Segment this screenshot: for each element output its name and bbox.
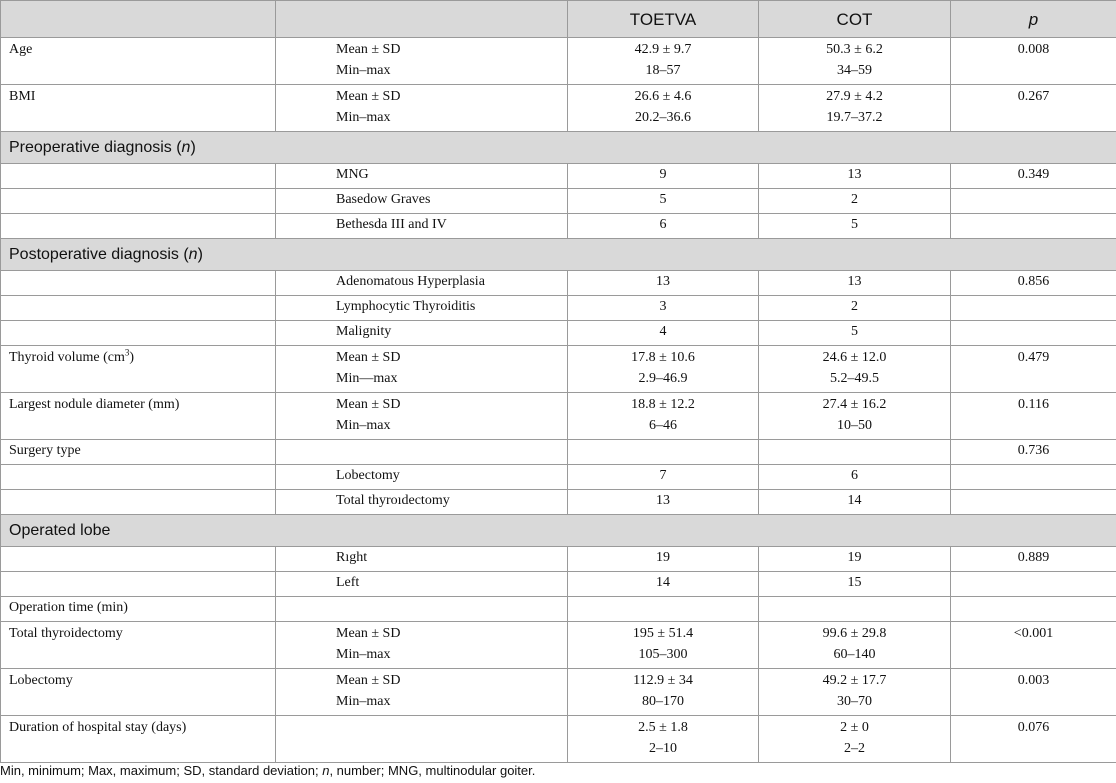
table-row (1, 296, 1116, 321)
row-label-end: ) (129, 350, 135, 365)
p-value (951, 85, 1116, 132)
p-value (951, 296, 1116, 321)
cot-value (759, 189, 951, 214)
toetva-value (568, 440, 759, 465)
table-row (1, 572, 1116, 597)
toetva-value-text: 3 (659, 299, 667, 314)
statistic-line-2: Min–max (336, 63, 391, 78)
row-label (1, 669, 276, 716)
row-statistic (276, 271, 568, 296)
toetva-line-2: 6–46 (649, 418, 677, 433)
statistic-line-2: Min–max (336, 694, 391, 709)
section-italic: n (181, 139, 191, 156)
row-statistic (276, 346, 568, 393)
section-title (1, 515, 1116, 547)
row-statistic-text: Basedow Graves (336, 192, 431, 207)
toetva-value (568, 597, 759, 622)
row-statistic-text: Rıght (336, 550, 368, 565)
row-statistic-text: Lobectomy (336, 468, 400, 483)
toetva-line-2: 2.9–46.9 (638, 371, 688, 386)
toetva-line-1: 18.8 ± 12.2 (631, 397, 695, 412)
cot-line-2: 19.7–37.2 (826, 110, 883, 125)
row-statistic (276, 321, 568, 346)
row-label (1, 547, 276, 572)
row-label (1, 597, 276, 622)
table-row (1, 669, 1116, 716)
cot-value-text: 5 (851, 324, 858, 339)
cot-value (759, 490, 951, 515)
p-value-text: 0.736 (1017, 443, 1050, 458)
toetva-value (568, 164, 759, 189)
p-value (951, 465, 1116, 490)
cot-value (759, 622, 951, 669)
row-label-text: Duration of hospital stay (days) (9, 720, 187, 735)
table-row (1, 465, 1116, 490)
statistic-line-1: Mean ± SD (336, 89, 401, 104)
row-statistic (276, 622, 568, 669)
row-label (1, 716, 276, 763)
cot-value (759, 38, 951, 85)
toetva-value (568, 271, 759, 296)
toetva-value (568, 189, 759, 214)
toetva-value (568, 38, 759, 85)
cot-line-1: 49.2 ± 17.7 (822, 673, 887, 688)
row-label-text: Age (9, 42, 33, 57)
row-label-text: Thyroid volume (cm (9, 350, 125, 365)
header-cot: COT (759, 1, 951, 38)
row-label-text: Operation time (min) (9, 600, 128, 615)
row-label-text: Lobectomy (9, 673, 73, 688)
row-statistic-text: Bethesda III and IV (336, 217, 447, 232)
cot-value (759, 271, 951, 296)
p-value-text: 0.479 (1017, 350, 1050, 365)
table-row (1, 346, 1116, 393)
row-statistic-text: Left (336, 575, 360, 590)
row-statistic (276, 490, 568, 515)
row-label (1, 189, 276, 214)
table-row (1, 189, 1116, 214)
section-text: Preoperative diagnosis ( (9, 139, 182, 156)
section-paren: ) (190, 139, 196, 156)
cot-value-text: 13 (847, 274, 862, 289)
cot-value-text: 6 (851, 468, 858, 483)
cot-value (759, 346, 951, 393)
table-row (1, 38, 1116, 85)
statistic-line-1: Mean ± SD (336, 397, 401, 412)
cot-value-text: 19 (847, 550, 862, 565)
cot-line-2: 5.2–49.5 (830, 371, 879, 386)
toetva-line-2: 18–57 (645, 63, 681, 78)
row-label (1, 214, 276, 239)
row-statistic (276, 440, 568, 465)
toetva-value-text: 7 (659, 468, 667, 483)
footnote-text-end: , number; MNG, multinodular goiter. (329, 763, 536, 778)
section-paren: ) (197, 246, 203, 263)
row-statistic (276, 597, 568, 622)
row-statistic-text: Total thyroıdectomy (336, 493, 450, 508)
section-row (1, 132, 1116, 164)
p-value-text: 0.889 (1017, 550, 1050, 565)
toetva-value (568, 214, 759, 239)
p-value (951, 214, 1116, 239)
toetva-line-2: 80–170 (642, 694, 684, 709)
section-row (1, 515, 1116, 547)
table-row (1, 271, 1116, 296)
row-statistic-text: Malignity (336, 324, 392, 339)
toetva-value (568, 669, 759, 716)
toetva-line-1: 17.8 ± 10.6 (631, 350, 695, 365)
cot-line-2: 30–70 (837, 694, 872, 709)
table-row (1, 321, 1116, 346)
table-row (1, 622, 1116, 669)
toetva-value-text: 6 (659, 217, 667, 232)
cot-value (759, 440, 951, 465)
row-statistic (276, 669, 568, 716)
cot-value (759, 597, 951, 622)
statistic-line-1: Mean ± SD (336, 350, 401, 365)
section-row (1, 239, 1116, 271)
p-value (951, 271, 1116, 296)
p-value (951, 716, 1116, 763)
row-statistic (276, 393, 568, 440)
toetva-value-text: 4 (659, 324, 667, 339)
cot-line-2: 10–50 (837, 418, 872, 433)
cot-line-1: 27.9 ± 4.2 (826, 89, 883, 104)
row-statistic-text: Adenomatous Hyperplasia (336, 274, 485, 289)
toetva-line-1: 42.9 ± 9.7 (634, 42, 692, 57)
row-label-text: Largest nodule diameter (mm) (9, 397, 180, 412)
section-text: Postoperative diagnosis ( (9, 246, 189, 263)
cot-line-2: 34–59 (837, 63, 872, 78)
p-value-text: 0.076 (1017, 720, 1050, 735)
p-value-text: 0.003 (1017, 673, 1050, 688)
header-row (1, 1, 1116, 38)
toetva-value (568, 346, 759, 393)
cot-value (759, 214, 951, 239)
row-label-text: BMI (9, 89, 36, 104)
table-row (1, 716, 1116, 763)
toetva-value-text: 14 (656, 575, 670, 590)
table-row (1, 393, 1116, 440)
row-label (1, 622, 276, 669)
footnote-italic: n (322, 763, 330, 778)
row-statistic (276, 296, 568, 321)
row-statistic (276, 164, 568, 189)
statistic-line-1: Mean ± SD (336, 42, 401, 57)
row-label (1, 440, 276, 465)
p-value (951, 622, 1116, 669)
section-italic: n (188, 246, 198, 263)
cot-value-text: 5 (851, 217, 858, 232)
toetva-line-1: 2.5 ± 1.8 (638, 720, 688, 735)
table-row (1, 164, 1116, 189)
p-value (951, 321, 1116, 346)
row-label (1, 346, 276, 393)
toetva-line-1: 26.6 ± 4.6 (634, 89, 692, 104)
row-label (1, 321, 276, 346)
table-row (1, 85, 1116, 132)
toetva-line-1: 195 ± 51.4 (632, 626, 694, 641)
row-statistic (276, 547, 568, 572)
row-statistic (276, 214, 568, 239)
row-label (1, 465, 276, 490)
header-p-value: p (951, 1, 1116, 38)
row-statistic-text: Lymphocytic Thyroiditis (336, 299, 476, 314)
statistic-line-2: Min—max (336, 371, 398, 386)
toetva-value (568, 716, 759, 763)
toetva-line-2: 2–10 (649, 741, 677, 756)
row-label (1, 271, 276, 296)
toetva-value (568, 321, 759, 346)
toetva-value (568, 622, 759, 669)
p-value-text: 0.267 (1017, 89, 1050, 104)
cot-value-text: 15 (847, 575, 862, 590)
cot-value (759, 321, 951, 346)
toetva-value (568, 465, 759, 490)
p-value (951, 164, 1116, 189)
row-statistic-text: MNG (336, 167, 369, 182)
section-title (1, 132, 1116, 164)
toetva-value-text: 9 (659, 167, 667, 182)
row-statistic (276, 85, 568, 132)
row-label-text: Surgery type (9, 443, 81, 458)
table-row (1, 490, 1116, 515)
row-label (1, 490, 276, 515)
statistic-line-2: Min–max (336, 647, 391, 662)
cot-value (759, 393, 951, 440)
row-label (1, 164, 276, 189)
toetva-value-text: 13 (656, 493, 670, 508)
p-value-text: 0.008 (1017, 42, 1050, 57)
cot-value-text: 14 (847, 493, 862, 508)
toetva-value (568, 490, 759, 515)
toetva-line-2: 105–300 (638, 647, 688, 662)
statistic-line-2: Min–max (336, 418, 391, 433)
footnote-text: Min, minimum; Max, maximum; SD, standard deviation; (0, 763, 323, 778)
cot-value (759, 465, 951, 490)
statistic-line-1: Mean ± SD (336, 673, 401, 688)
cot-value (759, 669, 951, 716)
section-text: Operated lobe (9, 522, 111, 539)
row-label (1, 296, 276, 321)
cot-value (759, 85, 951, 132)
p-value (951, 346, 1116, 393)
p-value (951, 490, 1116, 515)
table-row (1, 597, 1116, 622)
cot-value (759, 547, 951, 572)
toetva-value (568, 547, 759, 572)
cot-line-1: 27.4 ± 16.2 (822, 397, 887, 412)
p-value (951, 669, 1116, 716)
cot-line-1: 99.6 ± 29.8 (822, 626, 887, 641)
row-label (1, 572, 276, 597)
table-row (1, 547, 1116, 572)
toetva-value-text: 5 (659, 192, 667, 207)
row-label (1, 393, 276, 440)
toetva-line-2: 20.2–36.6 (635, 110, 691, 125)
row-statistic (276, 38, 568, 85)
toetva-value-text: 19 (656, 550, 670, 565)
header-statistic (276, 1, 568, 38)
row-label (1, 85, 276, 132)
cot-value-text: 13 (847, 167, 862, 182)
cot-value (759, 716, 951, 763)
toetva-line-1: 112.9 ± 34 (633, 673, 693, 688)
p-value (951, 547, 1116, 572)
row-label-text: Total thyroidectomy (9, 626, 123, 641)
toetva-value (568, 85, 759, 132)
p-value-text: 0.349 (1017, 167, 1050, 182)
table-row (1, 214, 1116, 239)
row-label-superscript: 3 (124, 347, 130, 358)
table-footnote (0, 763, 535, 778)
row-statistic (276, 465, 568, 490)
statistic-line-2: Min–max (336, 110, 391, 125)
header-label (1, 1, 276, 38)
p-value (951, 572, 1116, 597)
toetva-value (568, 572, 759, 597)
cot-value (759, 296, 951, 321)
cot-line-2: 2–2 (844, 741, 865, 756)
p-value-text: <0.001 (1013, 626, 1054, 641)
row-statistic (276, 716, 568, 763)
toetva-value (568, 296, 759, 321)
p-value (951, 38, 1116, 85)
header-toetva: TOETVA (568, 1, 759, 38)
p-value (951, 440, 1116, 465)
p-value (951, 597, 1116, 622)
cot-value (759, 164, 951, 189)
toetva-value (568, 393, 759, 440)
cot-value-text: 2 (851, 299, 858, 314)
p-value-text: 0.116 (1018, 397, 1049, 412)
toetva-value-text: 13 (656, 274, 670, 289)
p-value (951, 189, 1116, 214)
cot-line-2: 60–140 (833, 647, 876, 662)
cot-line-1: 50.3 ± 6.2 (826, 42, 883, 57)
table-row (1, 440, 1116, 465)
row-label (1, 38, 276, 85)
row-statistic (276, 189, 568, 214)
cot-line-1: 2 ± 0 (840, 720, 869, 735)
cot-value (759, 572, 951, 597)
row-statistic (276, 572, 568, 597)
p-value (951, 393, 1116, 440)
cot-line-1: 24.6 ± 12.0 (822, 350, 887, 365)
section-title (1, 239, 1116, 271)
cot-value-text: 2 (851, 192, 858, 207)
p-value-text: 0.856 (1017, 274, 1050, 289)
statistic-line-1: Mean ± SD (336, 626, 401, 641)
